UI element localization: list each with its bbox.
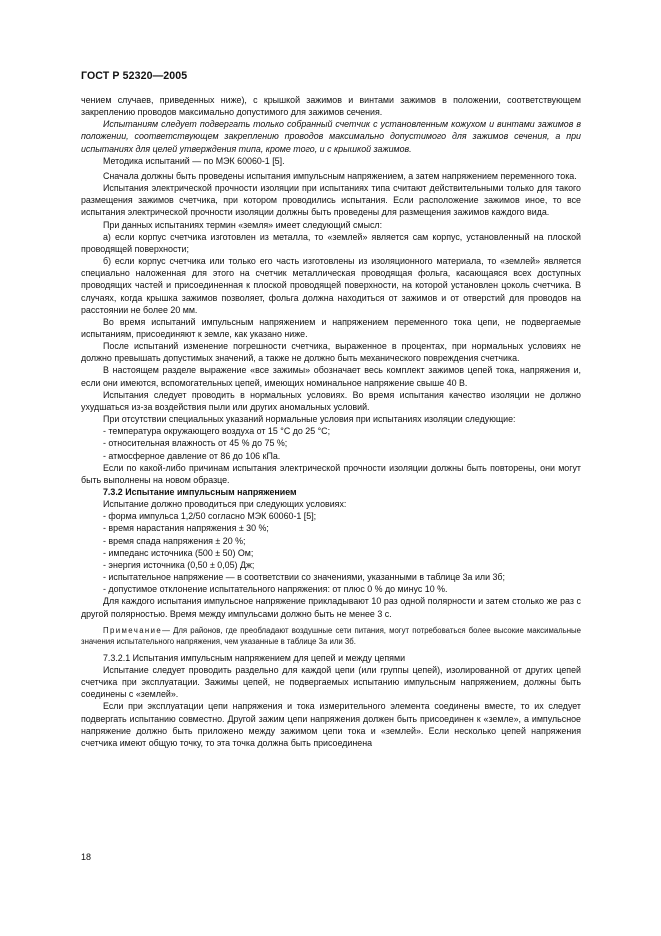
section-heading: 7.3.2 Испытание импульсным напряжением bbox=[103, 487, 297, 497]
paragraph: Испытание должно проводиться при следующих условиях: bbox=[103, 499, 347, 510]
list-item: - время спада напряжения ± 20 %; bbox=[103, 535, 246, 546]
note bbox=[81, 625, 581, 647]
paragraph: Методика испытаний — по МЭК 60060-1 [5]. bbox=[103, 155, 285, 166]
list-item: - испытательное напряжение — в соответствии со значениями, указанными в таблице 3а или 3б; bbox=[103, 572, 505, 583]
page-number: 18 bbox=[81, 852, 92, 862]
note-label: Примечание bbox=[103, 625, 163, 635]
paragraph: При отсутствии специальных указаний нормальные условия при испытаниях изоляции следующие: bbox=[103, 414, 516, 425]
note-text: — Для районов, где преобладают воздушные сети питания, могут потребоваться более высокие максимальные значения испытательного напряжения, чем указанные в таблице 3а или 3б. bbox=[81, 625, 581, 646]
list-item: - атмосферное давление от 86 до 106 кПа. bbox=[103, 450, 281, 461]
paragraph: чением случаев, приведенных ниже), с крышкой зажимов и винтами зажимов в положении, соответствующем закреплению проводов максимально допустимого для зажимов сечения. bbox=[81, 95, 581, 118]
list-item: - допустимое отклонение испытательного напряжения: от плюс 0 % до минус 10 %. bbox=[103, 584, 448, 595]
list-item: - температура окружающего воздуха от 15 °С до 25 °С; bbox=[103, 426, 331, 437]
paragraph: Испытания следует проводить в нормальных условиях. Во время испытания качество изоляции не должно ухудшаться из-за воздействия пыли или других аномальных условий. bbox=[81, 389, 581, 412]
list-item: - относительная влажность от 45 % до 75 %; bbox=[103, 438, 288, 449]
paragraph: Испытания электрической прочности изоляции при испытаниях типа считают действительными только для такого размещения зажимов счетчика, при котором проводились испытания. Если расположение зажимов иное, то все испытания электрической прочности изоляции должны быть проведены для размещения зажимов каждого вида. bbox=[81, 183, 581, 218]
subsection-heading: 7.3.2.1 Испытания импульсным напряжением для цепей и между цепями bbox=[103, 652, 406, 663]
paragraph: После испытаний изменение погрешности счетчика, выраженное в процентах, при нормальных условиях не должно превышать допустимых значений, а также не должно быть механического повреждения счетчика. bbox=[81, 341, 581, 364]
paragraph: Сначала должны быть проведены испытания импульсным напряжением, а затем напряжением переменного тока. bbox=[103, 170, 577, 181]
paragraph: Если по какой-либо причинам испытания электрической прочности изоляции должны быть повторены, они могут быть выполнены на новом образце. bbox=[81, 462, 581, 485]
paragraph: Если при эксплуатации цепи напряжения и тока измерительного элемента соединены вместе, то их следует подвергать испытанию совместно. Другой зажим цепи напряжения должен быть присоединен к «земле», а импульсное напряжение должно быть приложено между зажимом цепи тока и «землей». Если несколько цепей напряжения счетчика имеют общую точку, то эта точка должна быть присоединена bbox=[81, 701, 581, 748]
body-text bbox=[81, 94, 581, 749]
paragraph: Во время испытаний импульсным напряжением и напряжением переменного тока цепи, не подвергаемые испытаниям, присоединяют к земле, как указано ниже. bbox=[81, 316, 581, 339]
standard-title: ГОСТ Р 52320—2005 bbox=[81, 70, 188, 82]
paragraph: Испытание следует проводить раздельно для каждой цепи (или группы цепей), изолированной от других цепей счетчика при эксплуатации. Зажимы цепей, не подвергаемых испытанию импульсным напряжением, должны быть соединены с «землей». bbox=[81, 664, 581, 700]
paragraph: В настоящем разделе выражение «все зажимы» обозначает весь комплект зажимов цепей тока, напряжения и, если они имеются, вспомогательных цепей, имеющих номинальное напряжение свыше 40 В. bbox=[81, 365, 581, 388]
paragraph: При данных испытаниях термин «земля» имеет следующий смысл: bbox=[103, 219, 383, 230]
list-item: б) если корпус счетчика или только его часть изготовлены из изоляционного материала, то «землей» является специально наложенная для этого на счетчик металлическая проводящая фольга, касающаяся всех доступных проводящих частей и присоединенная к плоской проводящей поверхности, на которой установлен цоколь счетчика. В случаях, когда крышка зажимов позволяет, фольга должна находиться от зажимов и от отверстий для проводов на расстоянии не более 20 мм. bbox=[81, 256, 581, 315]
list-item: - импеданс источника (500 ± 50) Ом; bbox=[103, 547, 254, 558]
paragraph: Для каждого испытания импульсное напряжение прикладывают 10 раз одной полярности и затем столько же раз с другой полярностью. Время между импульсами должно быть не менее 3 с. bbox=[81, 596, 581, 619]
list-item: - форма импульса 1,2/50 согласно МЭК 60060-1 [5]; bbox=[103, 511, 317, 522]
list-item: а) если корпус счетчика изготовлен из металла, то «землей» является сам корпус, установленный на плоской проводящей поверхности; bbox=[81, 231, 581, 254]
paragraph: Испытаниям следует подвергать только собранный счетчик с установленным кожухом и винтами зажимов в положении, соответствующем закреплению проводов максимально допустимого для зажимов сечения, а при испытаниях для целей утверждения типа, кроме того, и с крышкой зажимов. bbox=[81, 119, 581, 154]
list-item: - энергия источника (0,50 ± 0,05) Дж; bbox=[103, 559, 255, 570]
list-item: - время нарастания напряжения ± 30 %; bbox=[103, 523, 269, 534]
